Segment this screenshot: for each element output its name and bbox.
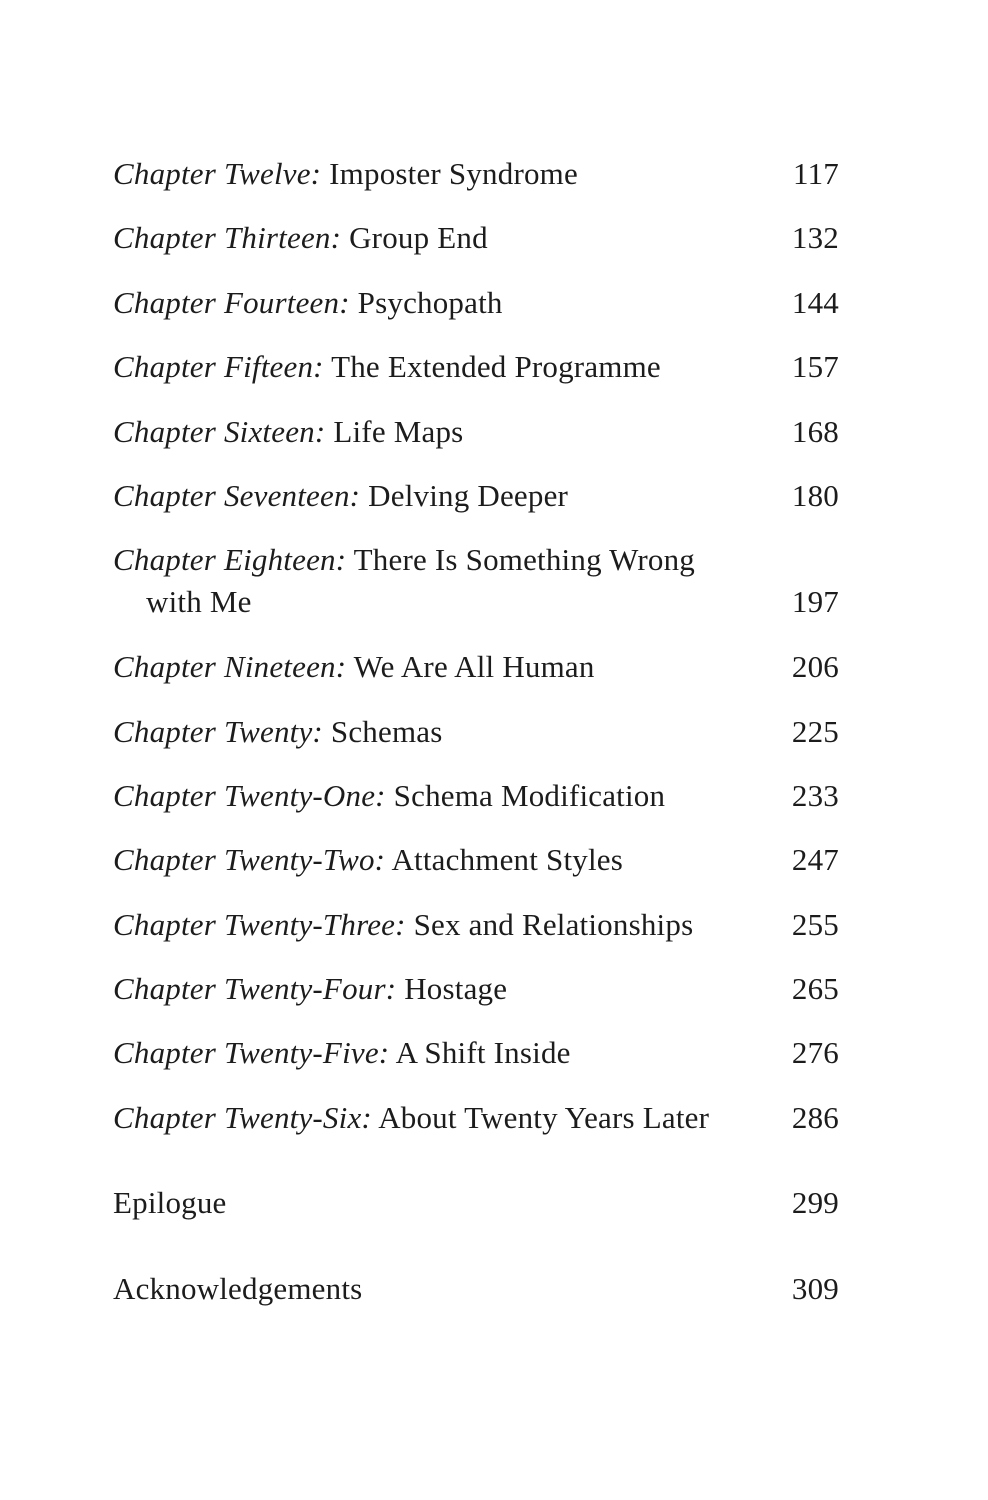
toc-entry-label	[113, 1097, 753, 1139]
chapter-number: Chapter Fourteen:	[113, 285, 350, 320]
page-number: 299	[791, 1185, 839, 1220]
toc-entry-label	[113, 475, 753, 517]
page-number: 157	[791, 349, 839, 384]
chapter-title: Group End	[349, 220, 488, 255]
page-number: 255	[791, 907, 839, 942]
toc-entry-label	[113, 839, 753, 881]
toc-entry-label: Acknowledgements	[113, 1271, 363, 1306]
chapter-number: Chapter Twelve:	[113, 156, 322, 191]
chapter-number: Chapter Seventeen:	[113, 478, 361, 513]
page-number: 132	[791, 220, 839, 255]
chapter-title: The Extended Programme	[331, 349, 661, 384]
chapter-number: Chapter Eighteen:	[113, 542, 347, 577]
toc-entry	[113, 539, 839, 623]
chapter-title: A Shift Inside	[395, 1035, 571, 1070]
toc-entry-label	[113, 1032, 753, 1074]
chapter-title: We Are All Human	[353, 649, 595, 684]
page-number: 168	[791, 414, 839, 449]
toc-entry-label	[113, 775, 753, 817]
page-number: 247	[791, 842, 839, 877]
chapter-number: Chapter Twenty:	[113, 714, 323, 749]
chapter-title: Attachment Styles	[391, 842, 623, 877]
chapter-title-continued: with Me	[146, 584, 252, 619]
page-number: 225	[791, 714, 839, 749]
chapter-number: Chapter Twenty-One:	[113, 778, 386, 813]
chapter-title: Schemas	[330, 714, 443, 749]
chapter-title: About Twenty Years Later	[378, 1100, 710, 1135]
page-number: 233	[791, 778, 839, 813]
toc-entry-label	[113, 282, 753, 324]
toc-entry-label: Epilogue	[113, 1185, 227, 1220]
toc-entry-label	[113, 539, 753, 623]
toc-entry-label	[113, 346, 753, 388]
page-number: 309	[791, 1271, 839, 1306]
chapter-number: Chapter Twenty-Four:	[113, 971, 397, 1006]
toc-entry-label	[113, 646, 753, 688]
page-number: 180	[791, 478, 839, 513]
chapter-title: Imposter Syndrome	[329, 156, 578, 191]
chapter-title: Delving Deeper	[368, 478, 569, 513]
chapter-number: Chapter Nineteen:	[113, 649, 347, 684]
toc-entry-label	[113, 711, 753, 753]
chapter-number: Chapter Fifteen:	[113, 349, 324, 384]
chapter-title: Psychopath	[357, 285, 503, 320]
chapter-number: Chapter Thirteen:	[113, 220, 342, 255]
toc-entry-label	[113, 217, 753, 259]
page-number: 276	[791, 1035, 839, 1070]
toc-entry-label	[113, 411, 753, 453]
chapter-title: Hostage	[404, 971, 508, 1006]
toc-entry-label	[113, 153, 753, 195]
chapter-title: Schema Modification	[393, 778, 666, 813]
toc-entry-label	[113, 904, 753, 946]
toc-entry-label	[113, 968, 753, 1010]
page-number: 144	[791, 285, 839, 320]
chapter-number: Chapter Twenty-Five:	[113, 1035, 390, 1070]
chapter-number: Chapter Sixteen:	[113, 414, 326, 449]
page-number: 197	[791, 584, 839, 619]
chapter-number: Chapter Twenty-Six:	[113, 1100, 372, 1135]
chapter-title: Sex and Relationships	[413, 907, 694, 942]
page-number: 206	[791, 649, 839, 684]
chapter-title: Life Maps	[333, 414, 464, 449]
chapter-title: There Is Something Wrong	[353, 542, 696, 577]
chapter-number: Chapter Twenty-Two:	[113, 842, 386, 877]
page-number: 265	[791, 971, 839, 1006]
chapter-number: Chapter Twenty-Three:	[113, 907, 406, 942]
page-number: 117	[793, 156, 839, 191]
page-number: 286	[791, 1100, 839, 1135]
